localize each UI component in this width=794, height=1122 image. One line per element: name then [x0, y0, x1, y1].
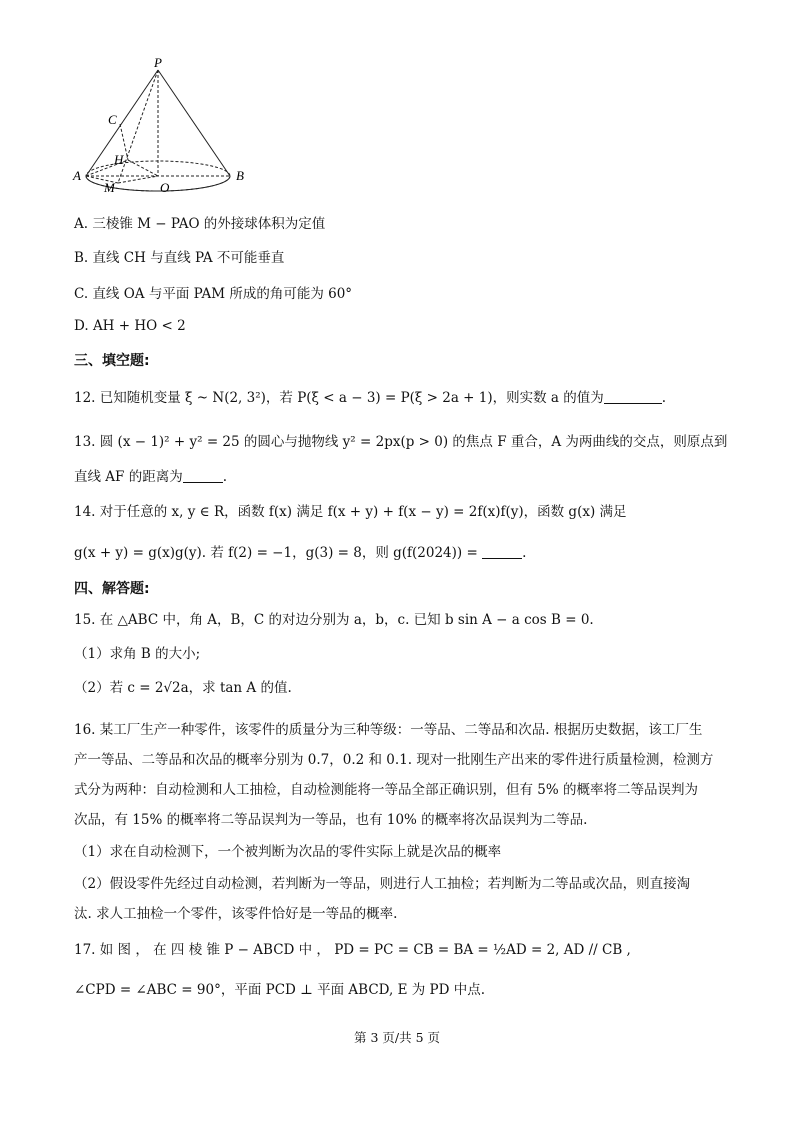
option-B [74, 246, 284, 266]
option-letter: A. [74, 216, 89, 232]
question-text: g(x + y) = g(x)g(y). 若 f(2) = −1，g(3) = 8，则 g(f(2024)) = [74, 545, 478, 561]
question-16-line4: 次品，有 15% 的概率将二等品误判为一等品，也有 10% 的概率将次品误判为二等品. [74, 812, 588, 828]
section-heading-fill-blank: 三、填空题: [74, 353, 150, 369]
edge-PB [158, 70, 230, 176]
option-A [74, 212, 325, 232]
question-16-part1: （1）求在自动检测下，一个被判断为次品的零件实际上就是次品的概率 [74, 844, 502, 860]
edge-PM [118, 70, 158, 183]
option-text: 三棱锥 M − PAO 的外接球体积为定值 [92, 216, 326, 232]
question-16-line3: 式分为两种：自动检测和人工抽检，自动检测能将一等品全部正确识别，但有 5% 的概率将二等品误判为 [74, 782, 698, 798]
label-P: P [154, 58, 162, 70]
question-text: 直线 AF 的距离为 [74, 469, 183, 485]
option-text: AH + HO < 2 [92, 318, 186, 334]
option-text: 直线 CH 与直线 PA 不可能垂直 [92, 250, 285, 266]
question-text: 12. 已知随机变量 ξ ~ N(2, 3²)，若 P(ξ < a − 3) = P(ξ > 2a + 1)，则实数 a 的值为 [74, 390, 604, 406]
section-heading-solve: 四、解答题: [74, 581, 150, 597]
question-15: 15. 在 △ABC 中，角 A，B，C 的对边分别为 a，b，c. 已知 b sin A − a cos B = 0. [74, 612, 594, 628]
label-C: C [108, 112, 117, 127]
question-13-line1: 13. 圆 (x − 1)² + y² = 25 的圆心与抛物线 y² = 2px(p > 0) 的焦点 F 重合，A 为两曲线的交点，则原点到 [74, 434, 728, 450]
option-letter: D. [74, 318, 89, 334]
edge-HO [128, 160, 158, 176]
question-16-part2b: 汰. 求人工抽检一个零件，该零件恰好是一等品的概率. [74, 906, 398, 922]
option-letter: B. [74, 250, 89, 266]
question-14-line1: 14. 对于任意的 x, y ∈ R，函数 f(x) 满足 f(x + y) + f(x − y) = 2f(x)f(y)，函数 g(x) 满足 [74, 504, 627, 520]
label-M: M [104, 180, 115, 195]
label-O: O [160, 180, 170, 195]
question-16-part2a: （2）假设零件先经过自动检测，若判断为一等品，则进行人工抽检；若判断为二等品或次品，则直接淘 [74, 876, 691, 892]
answer-blank [183, 468, 223, 483]
question-13-line2: 直线 AF 的距离为 . [74, 469, 227, 485]
question-14-line2: g(x + y) = g(x)g(y). 若 f(2) = −1，g(3) = 8，则 g(f(2024)) = . [74, 545, 527, 561]
question-15-part1: （1）求角 B 的大小; [74, 646, 201, 662]
option-D [74, 318, 186, 334]
question-12: 12. 已知随机变量 ξ ~ N(2, 3²)，若 P(ξ < a − 3) = P(ξ > 2a + 1)，则实数 a 的值为 . [74, 390, 667, 406]
label-A: A [73, 168, 81, 183]
label-B: B [236, 168, 244, 183]
label-H: H [114, 152, 124, 167]
edge-MO [118, 176, 158, 183]
option-text: 直线 OA 与平面 PAM 所成的角可能为 60° [92, 286, 353, 302]
question-16-line2: 产一等品、二等品和次品的概率分别为 0.7，0.2 和 0.1. 现对一批刚生产出来的零件进行质量检测，检测方 [74, 752, 714, 768]
question-17-line2: ∠CPD = ∠ABC = 90°，平面 PCD ⊥ 平面 ABCD, E 为 PD 中点. [74, 982, 486, 998]
question-17-line1: 17. 如 图 ， 在 四 棱 锥 P − ABCD 中 ， PD = PC = CB = BA = ½AD = 2, AD // CB , [74, 942, 631, 958]
answer-blank [482, 544, 522, 559]
answer-blank [604, 389, 662, 404]
cone-figure [70, 58, 270, 198]
option-C [74, 282, 352, 302]
question-15-part2: （2）若 c = 2√2a，求 tan A 的值. [74, 680, 292, 696]
page-footer: 第 3 页/共 5 页 [353, 1030, 440, 1045]
question-16-line1: 16. 某工厂生产一种零件，该零件的质量分为三种等级：一等品、二等品和次品. 根据历史数据，该工厂生 [74, 722, 703, 738]
option-letter: C. [74, 286, 89, 302]
